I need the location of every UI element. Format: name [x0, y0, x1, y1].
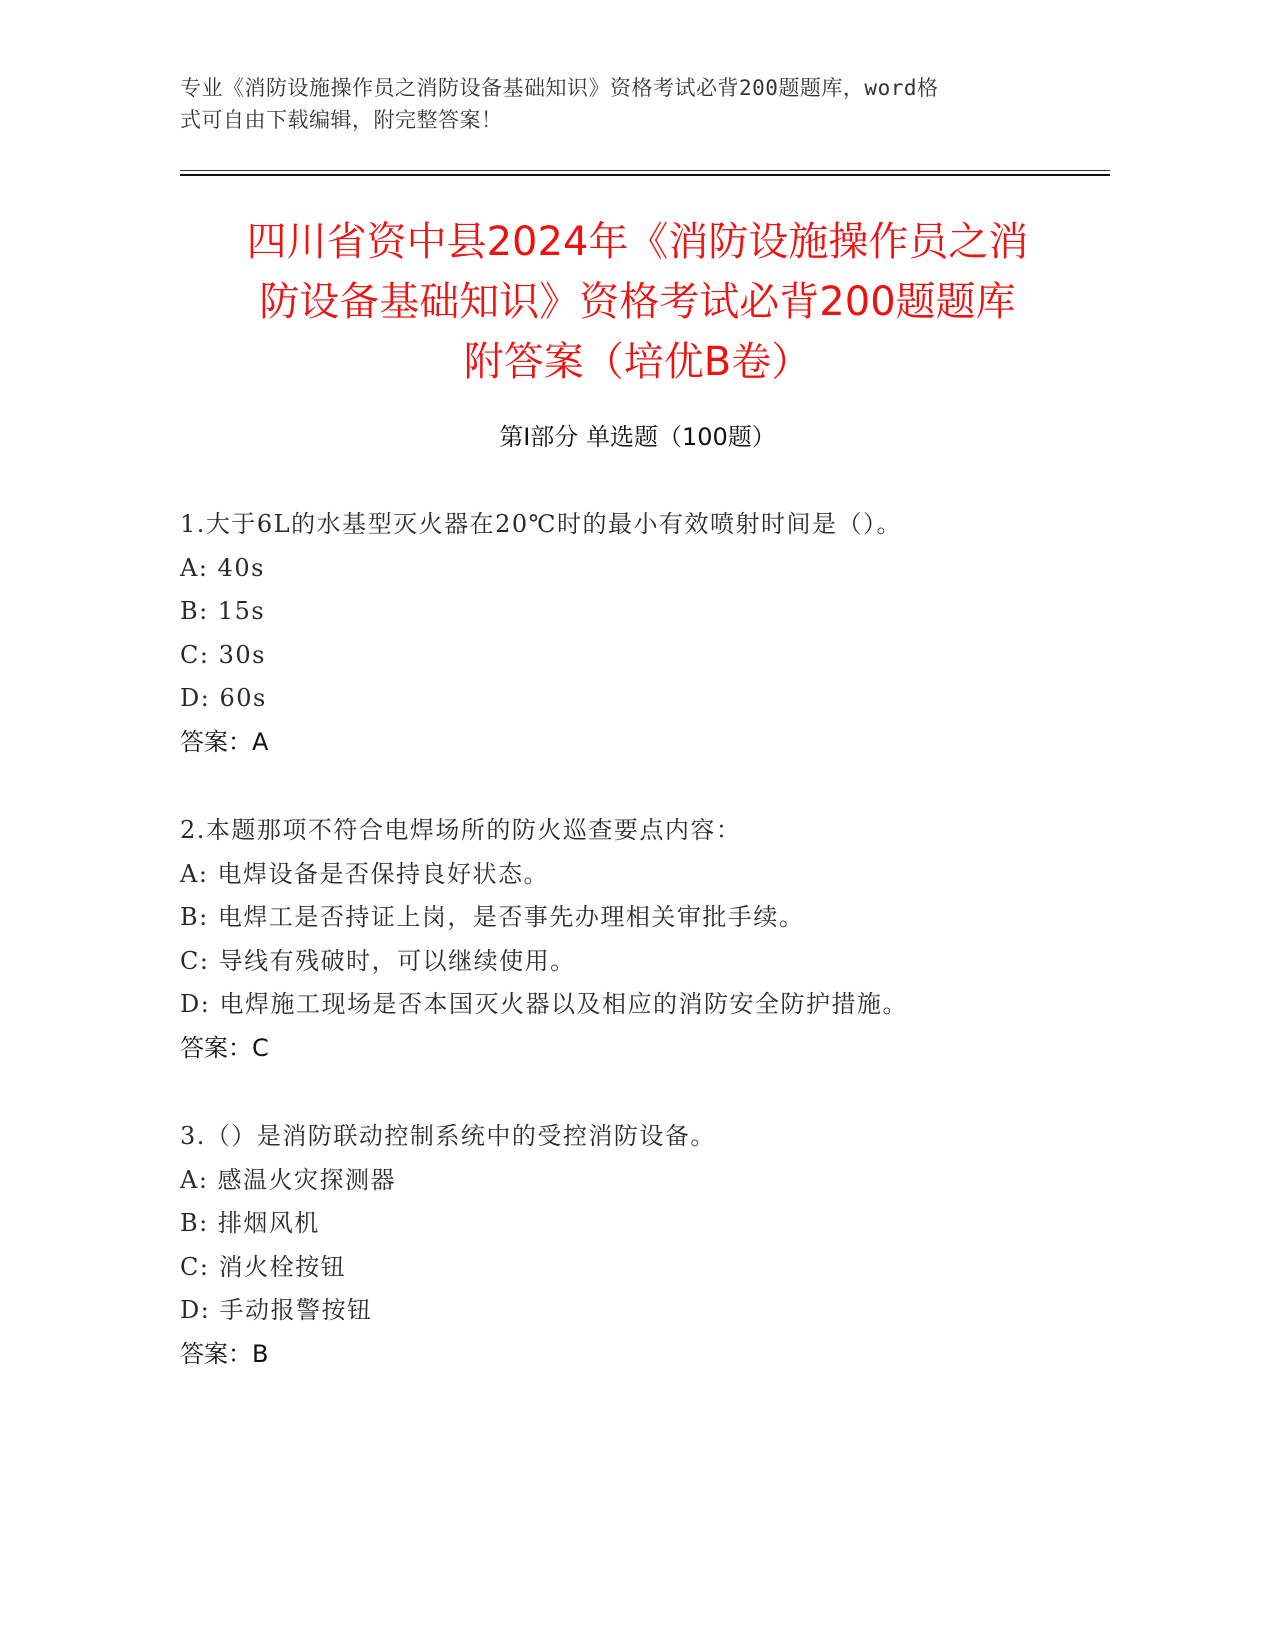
header-divider — [180, 170, 1110, 176]
title-line-1: 四川省资中县2024年《消防设施操作员之消 — [246, 219, 1029, 265]
option-b: B: 电焊工是否持证上岗，是否事先办理相关审批手续。 — [180, 903, 805, 931]
answer-key: 答案：B — [180, 1339, 269, 1368]
option-a: A: 感温火灾探测器 — [180, 1165, 397, 1194]
title-line-3: 附答案（培优B卷） — [463, 339, 812, 385]
question-item — [180, 809, 1110, 1070]
option-d: D: 60s — [180, 684, 267, 712]
option-c: C: 30s — [180, 640, 266, 669]
document-title — [180, 212, 1095, 392]
question-stem: 3.（）是消防联动控制系统中的受控消防设备。 — [180, 1122, 716, 1150]
option-b: B: 15s — [180, 597, 266, 625]
option-b: B: 排烟风机 — [180, 1209, 320, 1237]
option-d: D: 电焊施工现场是否本国灭火器以及相应的消防安全防护措施。 — [180, 990, 908, 1018]
header-note-line-2: 式可自由下载编辑，附完整答案！ — [180, 108, 503, 132]
section-heading: 第I部分 单选题（100题） — [499, 423, 776, 451]
question-stem: 2.本题那项不符合电焊场所的防火巡查要点内容： — [180, 816, 742, 844]
question-item — [180, 1115, 1110, 1376]
question-list — [180, 503, 1110, 1421]
question-item — [180, 503, 1110, 764]
option-a: A: 电焊设备是否保持良好状态。 — [180, 859, 550, 888]
option-c: C: 消火栓按钮 — [180, 1252, 347, 1281]
option-c: C: 导线有残破时，可以继续使用。 — [180, 946, 576, 975]
option-a: A: 40s — [180, 553, 265, 582]
option-d: D: 手动报警按钮 — [180, 1296, 373, 1324]
answer-key: 答案：C — [180, 1033, 269, 1062]
title-line-2: 防设备基础知识》资格考试必背200题题库 — [259, 279, 1016, 325]
answer-key: 答案：A — [180, 727, 269, 756]
header-note-line-1: 专业《消防设施操作员之消防设备基础知识》资格考试必背200题题库，word格 — [180, 76, 939, 100]
document-header-note — [180, 72, 1030, 136]
question-stem: 1.大于6L的水基型灭火器在20℃时的最小有效喷射时间是（）。 — [180, 510, 902, 538]
